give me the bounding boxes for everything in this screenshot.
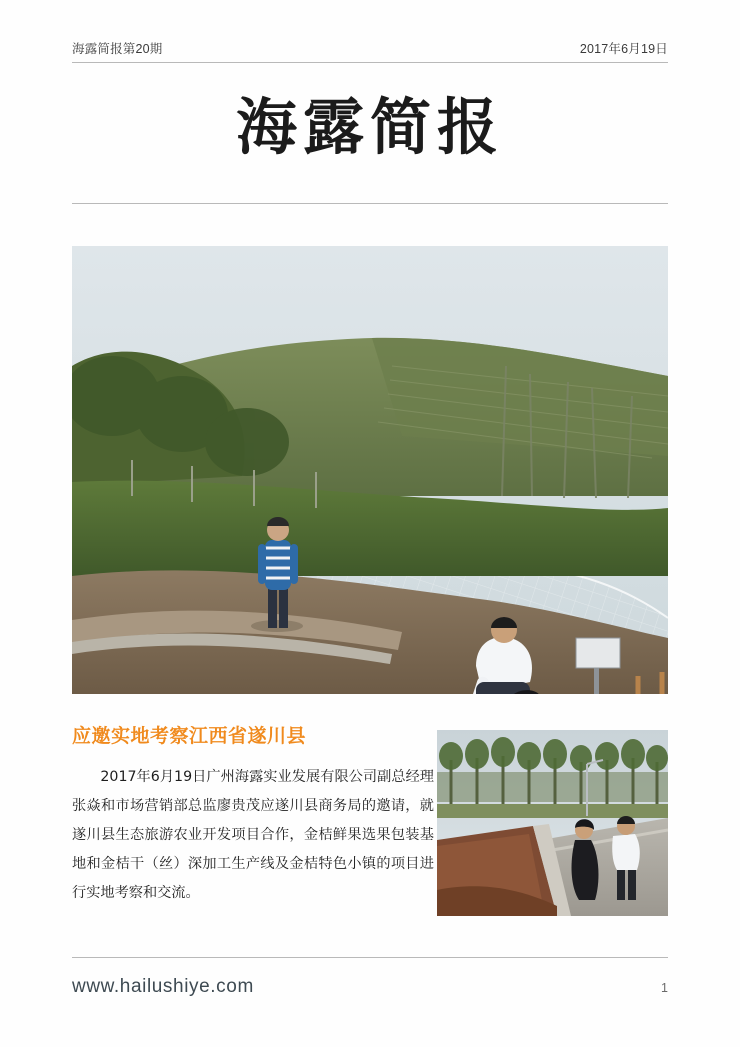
hero-photo-image xyxy=(72,246,668,694)
header-issue-label: 海露简报第20期 xyxy=(72,42,163,56)
page-footer xyxy=(72,976,668,998)
header-date-label: 2017年6月19日 xyxy=(579,42,668,56)
article-body-text: 2017年6月19日广州海露实业发展有限公司副总经理张焱和市场营销部总监廖贵茂应遂川县商务局的邀请，就遂川县生态旅游农业开发项目合作，金桔鲜果选果包装基地和金桔干（丝）深加工生产线及金桔特色小镇的项目进行实地考察和交流。 xyxy=(72,769,434,902)
masthead-divider xyxy=(72,203,668,204)
secondary-photo xyxy=(437,730,668,916)
page-header xyxy=(72,38,668,58)
page-number: 1 xyxy=(661,981,668,995)
header-divider xyxy=(72,62,668,63)
masthead-title: 海露简报 xyxy=(235,92,504,163)
hero-photo xyxy=(72,246,668,694)
secondary-photo-image xyxy=(437,730,668,916)
page-content xyxy=(72,0,668,1047)
article-headline: 应邀实地考察江西省遂川县 xyxy=(72,725,307,747)
website-url[interactable]: www.hailushiye.com xyxy=(72,976,254,997)
footer-divider xyxy=(72,957,668,958)
